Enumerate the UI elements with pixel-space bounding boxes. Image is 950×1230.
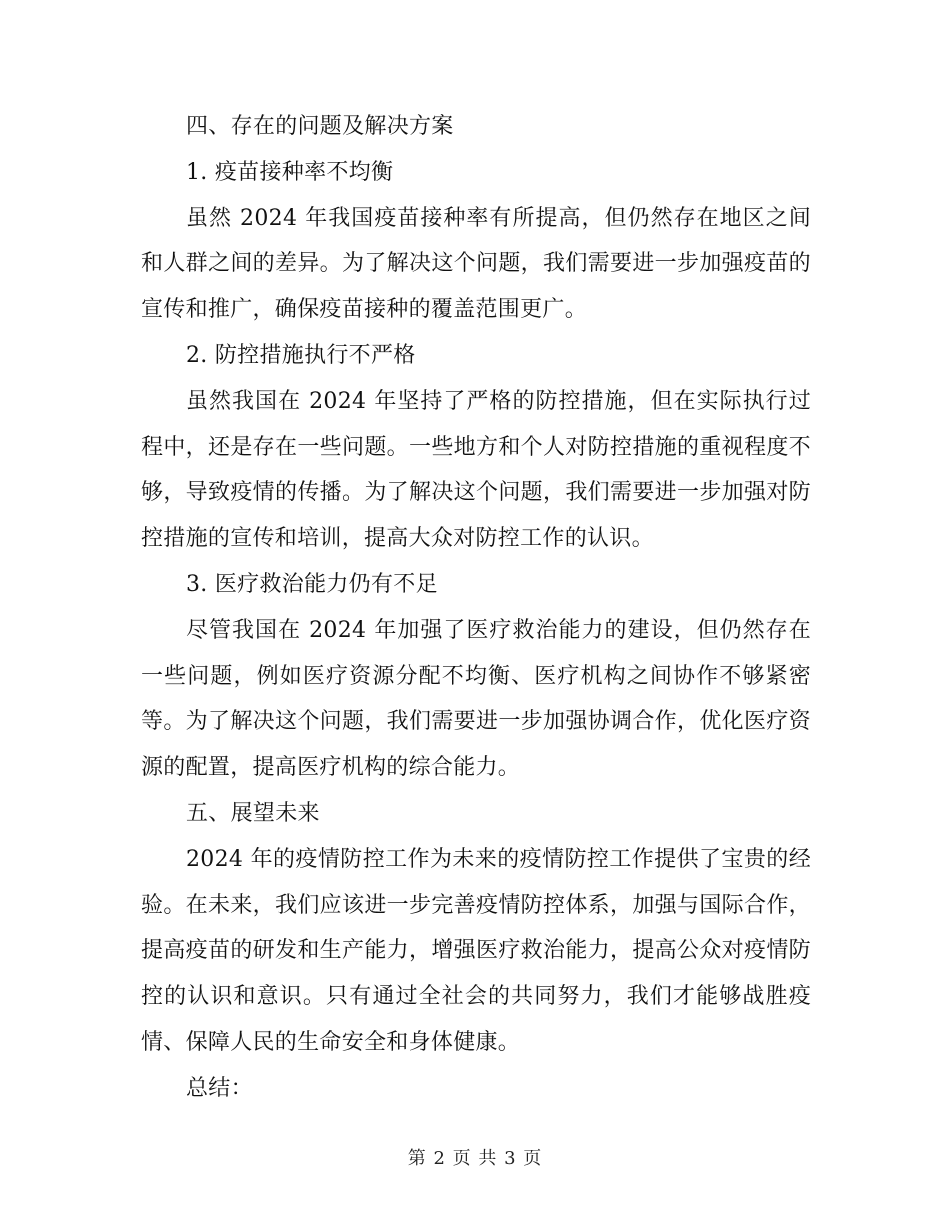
- paragraph-vaccination-rate: 虽然 2024 年我国疫苗接种率有所提高，但仍然存在地区之间和人群之间的差异。为了解决这个问题，我们需要进一步加强疫苗的宣传和推广，确保疫苗接种的覆盖范围更广。: [141, 205, 811, 323]
- subheading-vaccination-rate: 1. 疫苗接种率不均衡: [186, 159, 394, 185]
- page-footer: [0, 1146, 950, 1172]
- subheading-control-measures: 2. 防控措施执行不严格: [186, 342, 416, 368]
- summary-heading: 总结：: [186, 1075, 253, 1101]
- paragraph-outlook: 2024 年的疫情防控工作为未来的疫情防控工作提供了宝贵的经验。在未来，我们应该进一步完善疫情防控体系，加强与国际合作，提高疫苗的研发和生产能力，增强医疗救治能力，提高公众对疫情防控的认识和意识。只有通过全社会的共同努力，我们才能够战胜疫情、保障人民的生命安全和身体健康。: [141, 846, 811, 1055]
- section-heading-problems: 四、存在的问题及解决方案: [186, 114, 454, 139]
- page-number: 第 2 页 共 3 页: [407, 1148, 543, 1169]
- paragraph-control-measures: 虽然我国在 2024 年坚持了严格的防控措施，但在实际执行过程中，还是存在一些问题。一些地方和个人对防控措施的重视程度不够，导致疫情的传播。为了解决这个问题，我们需要进一步加强对防控措施的宣传和培训，提高大众对防控工作的认识。: [141, 388, 811, 552]
- section-heading-outlook: 五、展望未来: [186, 800, 320, 826]
- paragraph-medical-capacity: 尽管我国在 2024 年加强了医疗救治能力的建设，但仍然存在一些问题，例如医疗资源分配不均衡、医疗机构之间协作不够紧密等。为了解决这个问题，我们需要进一步加强协调合作，优化医疗资源的配置，提高医疗机构的综合能力。: [141, 617, 811, 781]
- subheading-medical-capacity: 3. 医疗救治能力仍有不足: [186, 571, 438, 597]
- document-body: [141, 104, 811, 1112]
